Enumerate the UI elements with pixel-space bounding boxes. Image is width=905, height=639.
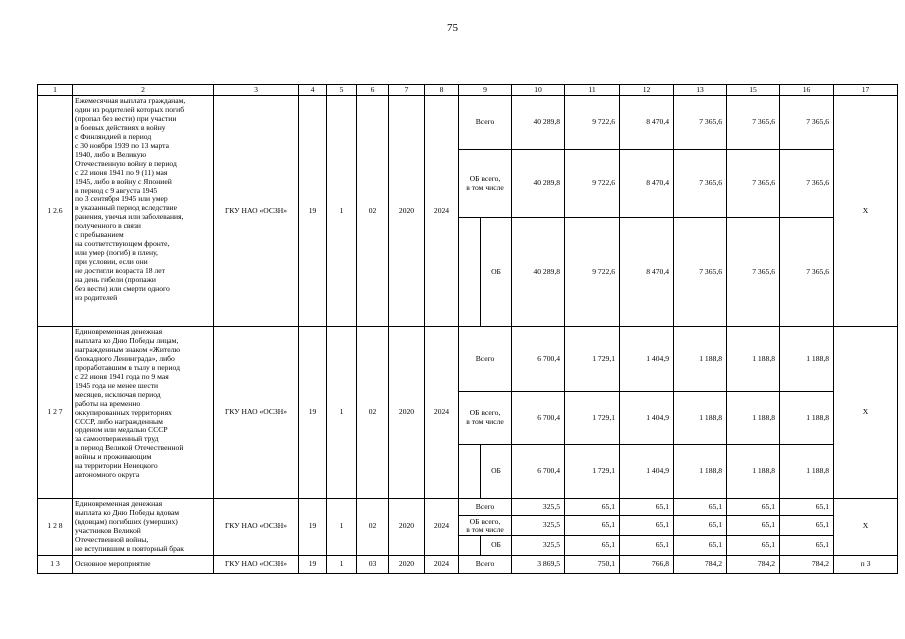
value-cell: 1 729,1 [565, 392, 620, 445]
header-cell: 16 [780, 85, 834, 96]
row-cell: 02 [357, 327, 389, 499]
row-cell: 03 [357, 555, 389, 573]
value-cell: 1 188,8 [780, 392, 834, 445]
value-cell: 40 289,8 [512, 218, 565, 327]
value-cell: 65,1 [780, 536, 834, 555]
value-cell: 40 289,8 [512, 96, 565, 150]
row-cell: 1 [327, 96, 357, 327]
header-cell: 1 [38, 85, 73, 96]
value-cell: 7 365,6 [780, 218, 834, 327]
row-executor: ГКУ НАО «ОСЗН» [214, 327, 299, 499]
value-cell: 1 188,8 [727, 327, 780, 392]
row-code: 1 2 8 [38, 499, 73, 556]
row-note: Х [834, 96, 898, 327]
funding-label: Всего [459, 555, 512, 573]
header-cell: 11 [565, 85, 620, 96]
indent-cell [459, 218, 481, 327]
value-cell: 1 404,9 [620, 327, 674, 392]
value-cell: 766,8 [620, 555, 674, 573]
value-cell: 8 470,4 [620, 218, 674, 327]
row-cell: 2024 [425, 327, 459, 499]
row-note: Х [834, 499, 898, 556]
value-cell: 65,1 [674, 536, 727, 555]
header-cell: 8 [425, 85, 459, 96]
value-cell: 1 404,9 [620, 392, 674, 445]
row-cell: 1 [327, 555, 357, 573]
indent-cell [459, 445, 481, 499]
funding-label: ОБ [481, 218, 512, 327]
indent-cell [459, 536, 481, 555]
value-cell: 7 365,6 [727, 96, 780, 150]
header-cell: 7 [389, 85, 425, 96]
value-cell: 1 188,8 [780, 327, 834, 392]
row-cell: 02 [357, 96, 389, 327]
value-cell: 7 365,6 [727, 150, 780, 218]
row-note: п 3 [834, 555, 898, 573]
row-description: Основное мероприятие [73, 555, 214, 573]
value-cell: 65,1 [565, 516, 620, 536]
table-row [38, 96, 898, 150]
value-cell: 7 365,6 [780, 96, 834, 150]
header-cell: 17 [834, 85, 898, 96]
program-table [37, 84, 898, 574]
row-cell: 2024 [425, 555, 459, 573]
row-cell: 2024 [425, 499, 459, 556]
funding-label: Всего [459, 96, 512, 150]
value-cell: 3 869,5 [512, 555, 565, 573]
header-cell: 3 [214, 85, 299, 96]
value-cell: 65,1 [727, 536, 780, 555]
row-code: 1 2 7 [38, 327, 73, 499]
row-cell: 2020 [389, 327, 425, 499]
value-cell: 1 729,1 [565, 327, 620, 392]
row-cell: 2020 [389, 555, 425, 573]
header-cell: 2 [73, 85, 214, 96]
header-cell: 4 [299, 85, 327, 96]
value-cell: 1 188,8 [674, 392, 727, 445]
row-description: Ежемесячная выплата гражданам, один из родителей которых погиб (пропал без вести) при участии в боевых действиях в войну с Финляндией в период с 30 ноября 1939 по 13 марта 1940, либо в Великую Отечественную войну в период с 22 июня 1941 по 9 (11) мая 1945, либо в войну с Японией в период с 9 августа 1945 по 3 сентября 1945 или умер в указанный период вследствие ранения, увечья или заболевания, полученного в связи с пребыванием на соответствующем фронте, или умер (погиб) в плену, при условии, если они не достигли возраста 18 лет на день гибели (пропажи без вести) или смерти одного из родителей [73, 96, 214, 327]
value-cell: 7 365,6 [727, 218, 780, 327]
value-cell: 65,1 [565, 536, 620, 555]
funding-label: ОБ [481, 445, 512, 499]
value-cell: 8 470,4 [620, 150, 674, 218]
row-executor: ГКУ НАО «ОСЗН» [214, 96, 299, 327]
value-cell: 9 722,6 [565, 150, 620, 218]
table-row [38, 327, 898, 392]
header-cell: 6 [357, 85, 389, 96]
value-cell: 6 700,4 [512, 392, 565, 445]
value-cell: 1 729,1 [565, 445, 620, 499]
value-cell: 7 365,6 [674, 150, 727, 218]
page-number: 75 [447, 22, 458, 34]
value-cell: 65,1 [674, 499, 727, 516]
value-cell: 784,2 [727, 555, 780, 573]
value-cell: 784,2 [674, 555, 727, 573]
funding-label: Всего [459, 499, 512, 516]
value-cell: 325,5 [512, 536, 565, 555]
row-code: 1 2.6 [38, 96, 73, 327]
row-note: Х [834, 327, 898, 499]
value-cell: 9 722,6 [565, 218, 620, 327]
table-row [38, 555, 898, 573]
value-cell: 40 289,8 [512, 150, 565, 218]
value-cell: 65,1 [674, 516, 727, 536]
value-cell: 65,1 [780, 516, 834, 536]
header-row [38, 85, 898, 96]
value-cell: 6 700,4 [512, 445, 565, 499]
row-cell: 19 [299, 96, 327, 327]
row-cell: 1 [327, 327, 357, 499]
value-cell: 65,1 [565, 499, 620, 516]
value-cell: 325,5 [512, 499, 565, 516]
header-cell: 13 [674, 85, 727, 96]
value-cell: 65,1 [727, 516, 780, 536]
value-cell: 7 365,6 [780, 150, 834, 218]
value-cell: 65,1 [780, 499, 834, 516]
row-cell: 2024 [425, 96, 459, 327]
value-cell: 65,1 [620, 499, 674, 516]
funding-label: ОБ [481, 536, 512, 555]
row-description: Единовременная денежная выплата ко Дню Победы лицам, награжденным знаком «Жителю блокадного Ленинграда», либо проработавшим в тылу в период с 22 июня 1941 года по 9 мая 1945 года не менее шести месяцев, исключая период работы на временно оккупированных территориях СССР, либо награжденным орденом или медалью СССР за самоотверженный труд в период Великой Отечественной войны и проживающим на территории Ненецкого автономного округа [73, 327, 214, 499]
row-cell: 1 [327, 499, 357, 556]
value-cell: 65,1 [727, 499, 780, 516]
value-cell: 7 365,6 [674, 218, 727, 327]
row-executor: ГКУ НАО «ОСЗН» [214, 499, 299, 556]
row-cell: 2020 [389, 96, 425, 327]
value-cell: 6 700,4 [512, 327, 565, 392]
value-cell: 1 188,8 [674, 445, 727, 499]
header-cell: 9 [459, 85, 512, 96]
funding-label: ОБ всего, в том числе [459, 392, 512, 445]
value-cell: 9 722,6 [565, 96, 620, 150]
value-cell: 325,5 [512, 516, 565, 536]
value-cell: 1 188,8 [727, 392, 780, 445]
header-cell: 12 [620, 85, 674, 96]
funding-label: ОБ всего, в том числе [459, 516, 512, 536]
value-cell: 1 188,8 [780, 445, 834, 499]
row-cell: 2020 [389, 499, 425, 556]
value-cell: 1 188,8 [674, 327, 727, 392]
row-cell: 19 [299, 499, 327, 556]
row-cell: 02 [357, 499, 389, 556]
value-cell: 65,1 [620, 536, 674, 555]
header-cell: 15 [727, 85, 780, 96]
row-description: Единовременная денежная выплата ко Дню Победы вдовам (вдовцам) погибших (умерших) участников Великой Отечественной войны, не вступившим в повторный брак [73, 499, 214, 556]
value-cell: 1 404,9 [620, 445, 674, 499]
header-cell: 10 [512, 85, 565, 96]
row-executor: ГКУ НАО «ОСЗН» [214, 555, 299, 573]
value-cell: 65,1 [620, 516, 674, 536]
value-cell: 750,1 [565, 555, 620, 573]
funding-label: ОБ всего, в том числе [459, 150, 512, 218]
value-cell: 1 188,8 [727, 445, 780, 499]
row-code: 1 3 [38, 555, 73, 573]
table-row [38, 499, 898, 516]
row-cell: 19 [299, 327, 327, 499]
value-cell: 8 470,4 [620, 96, 674, 150]
value-cell: 784,2 [780, 555, 834, 573]
funding-label: Всего [459, 327, 512, 392]
header-cell: 5 [327, 85, 357, 96]
value-cell: 7 365,6 [674, 96, 727, 150]
row-cell: 19 [299, 555, 327, 573]
